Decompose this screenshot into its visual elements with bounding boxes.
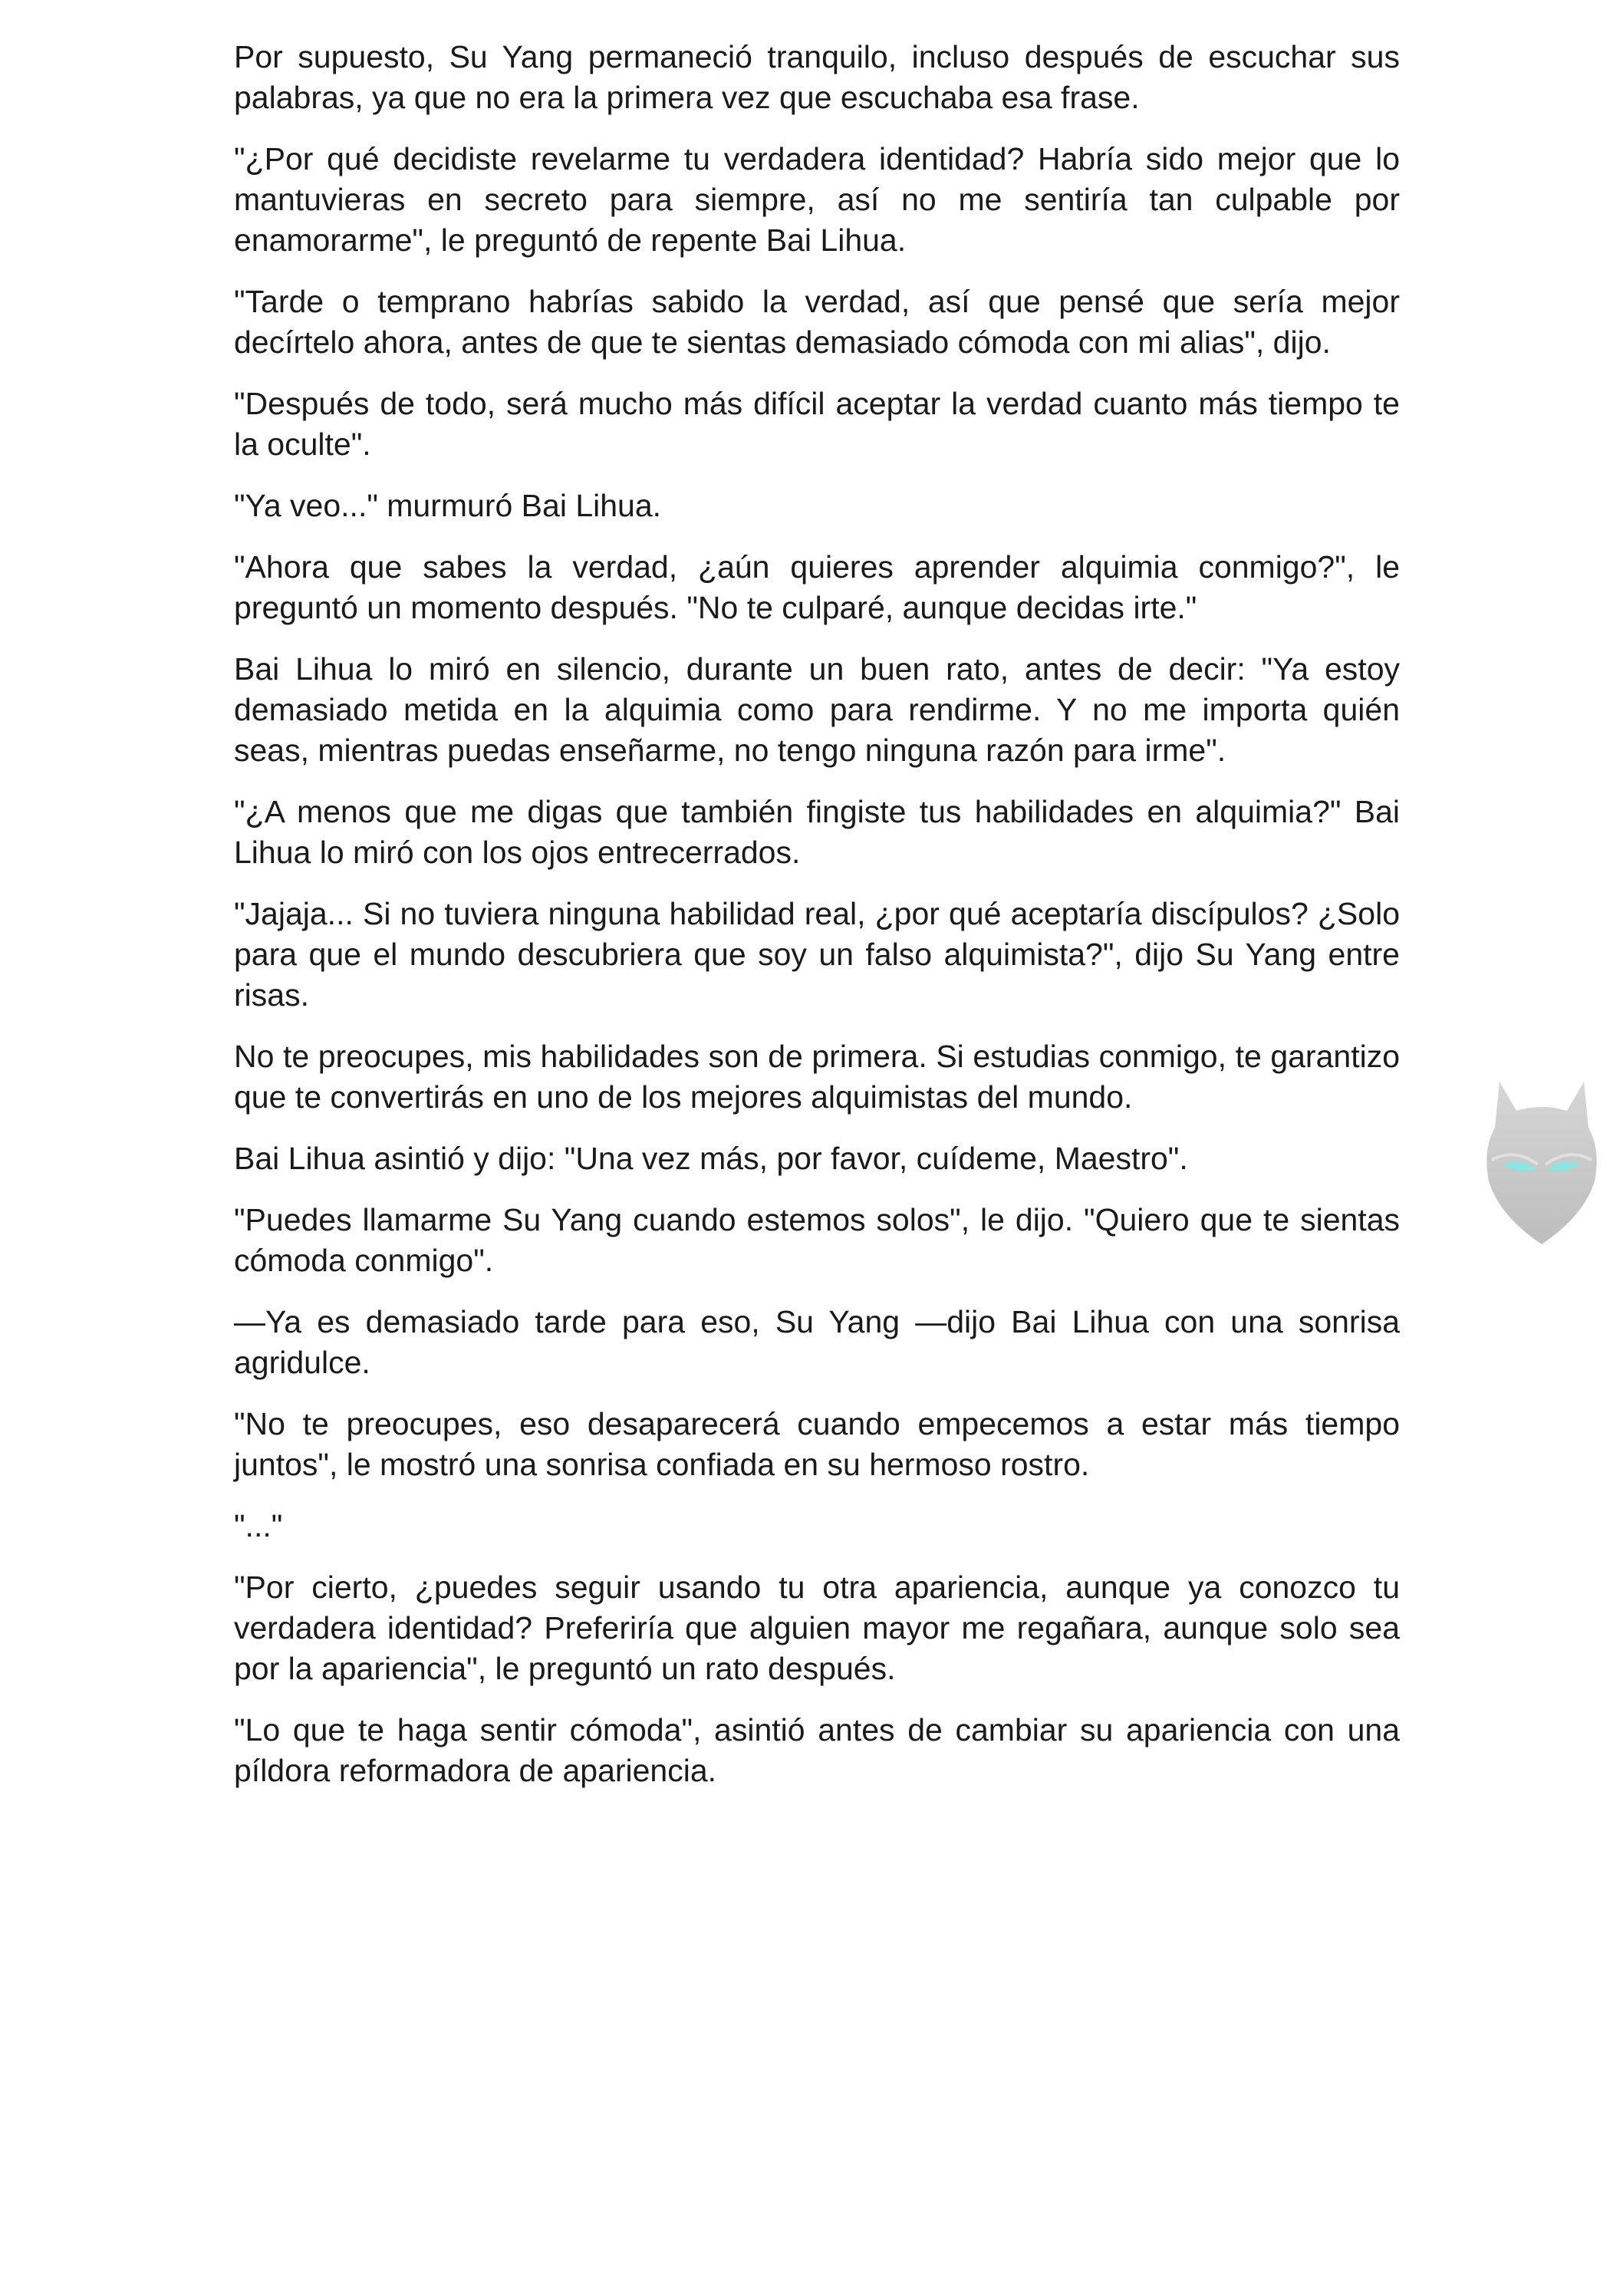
paragraph: "Después de todo, será mucho más difícil aceptar la verdad cuanto más tiempo te la oculte". <box>234 386 1400 462</box>
paragraph: "Jajaja... Si no tuviera ninguna habilidad real, ¿por qué aceptaría discípulos? ¿Solo para que el mundo descubriera que soy un falso alquimista?", dijo Su Yang entre risas. <box>234 896 1400 1013</box>
paragraph: "Lo que te haga sentir cómoda", asintió antes de cambiar su apariencia con una píldora reformadora de apariencia. <box>234 1712 1400 1788</box>
paragraph: "¿A menos que me digas que también fingiste tus habilidades en alquimia?" Bai Lihua lo miró con los ojos entrecerrados. <box>234 794 1400 870</box>
paragraph: "Puedes llamarme Su Yang cuando estemos solos", le dijo. "Quiero que te sientas cómoda conmigo". <box>234 1202 1400 1278</box>
text-column <box>234 37 1400 1812</box>
paragraph: —Ya es demasiado tarde para eso, Su Yang —dijo Bai Lihua con una sonrisa agridulce. <box>234 1304 1400 1380</box>
paragraph: Bai Lihua lo miró en silencio, durante un buen rato, antes de decir: "Ya estoy demasiado metida en la alquimia como para rendirme. Y no me importa quién seas, mientras puedas enseñarme, no tengo ninguna razón para irme". <box>234 651 1400 768</box>
paragraph: "Por cierto, ¿puedes seguir usando tu otra apariencia, aunque ya conozco tu verdadera identidad? Preferiría que alguien mayor me regañara, aunque solo sea por la apariencia", le preguntó un rato después. <box>234 1570 1400 1686</box>
paragraph: "Ahora que sabes la verdad, ¿aún quieres aprender alquimia conmigo?", le preguntó un momento después. "No te culparé, aunque decidas irte." <box>234 549 1400 625</box>
demon-head-icon <box>1469 1074 1615 1250</box>
paragraph: "No te preocupes, eso desaparecerá cuando empecemos a estar más tiempo juntos", le mostró una sonrisa confiada en su hermoso rostro. <box>234 1406 1400 1482</box>
paragraph: No te preocupes, mis habilidades son de primera. Si estudias conmigo, te garantizo que te convertirás en uno de los mejores alquimistas del mundo. <box>234 1039 1400 1115</box>
paragraph: "¿Por qué decidiste revelarme tu verdadera identidad? Habría sido mejor que lo mantuvieras en secreto para siempre, así no me sentiría tan culpable por enamorarme", le preguntó de repente Bai Lihua. <box>234 141 1400 258</box>
paragraph: Bai Lihua asintió y dijo: "Una vez más, por favor, cuídeme, Maestro". <box>234 1141 1188 1176</box>
paragraph: Por supuesto, Su Yang permaneció tranquilo, incluso después de escuchar sus palabras, ya que no era la primera vez que escuchaba esa frase. <box>234 39 1400 115</box>
paragraph: "Ya veo..." murmuró Bai Lihua. <box>234 488 662 523</box>
paragraph: "Tarde o temprano habrías sabido la verdad, así que pensé que sería mejor decírtelo ahora, antes de que te sientas demasiado cómoda con mi alias", dijo. <box>234 284 1400 360</box>
paragraph: "..." <box>234 1508 283 1543</box>
